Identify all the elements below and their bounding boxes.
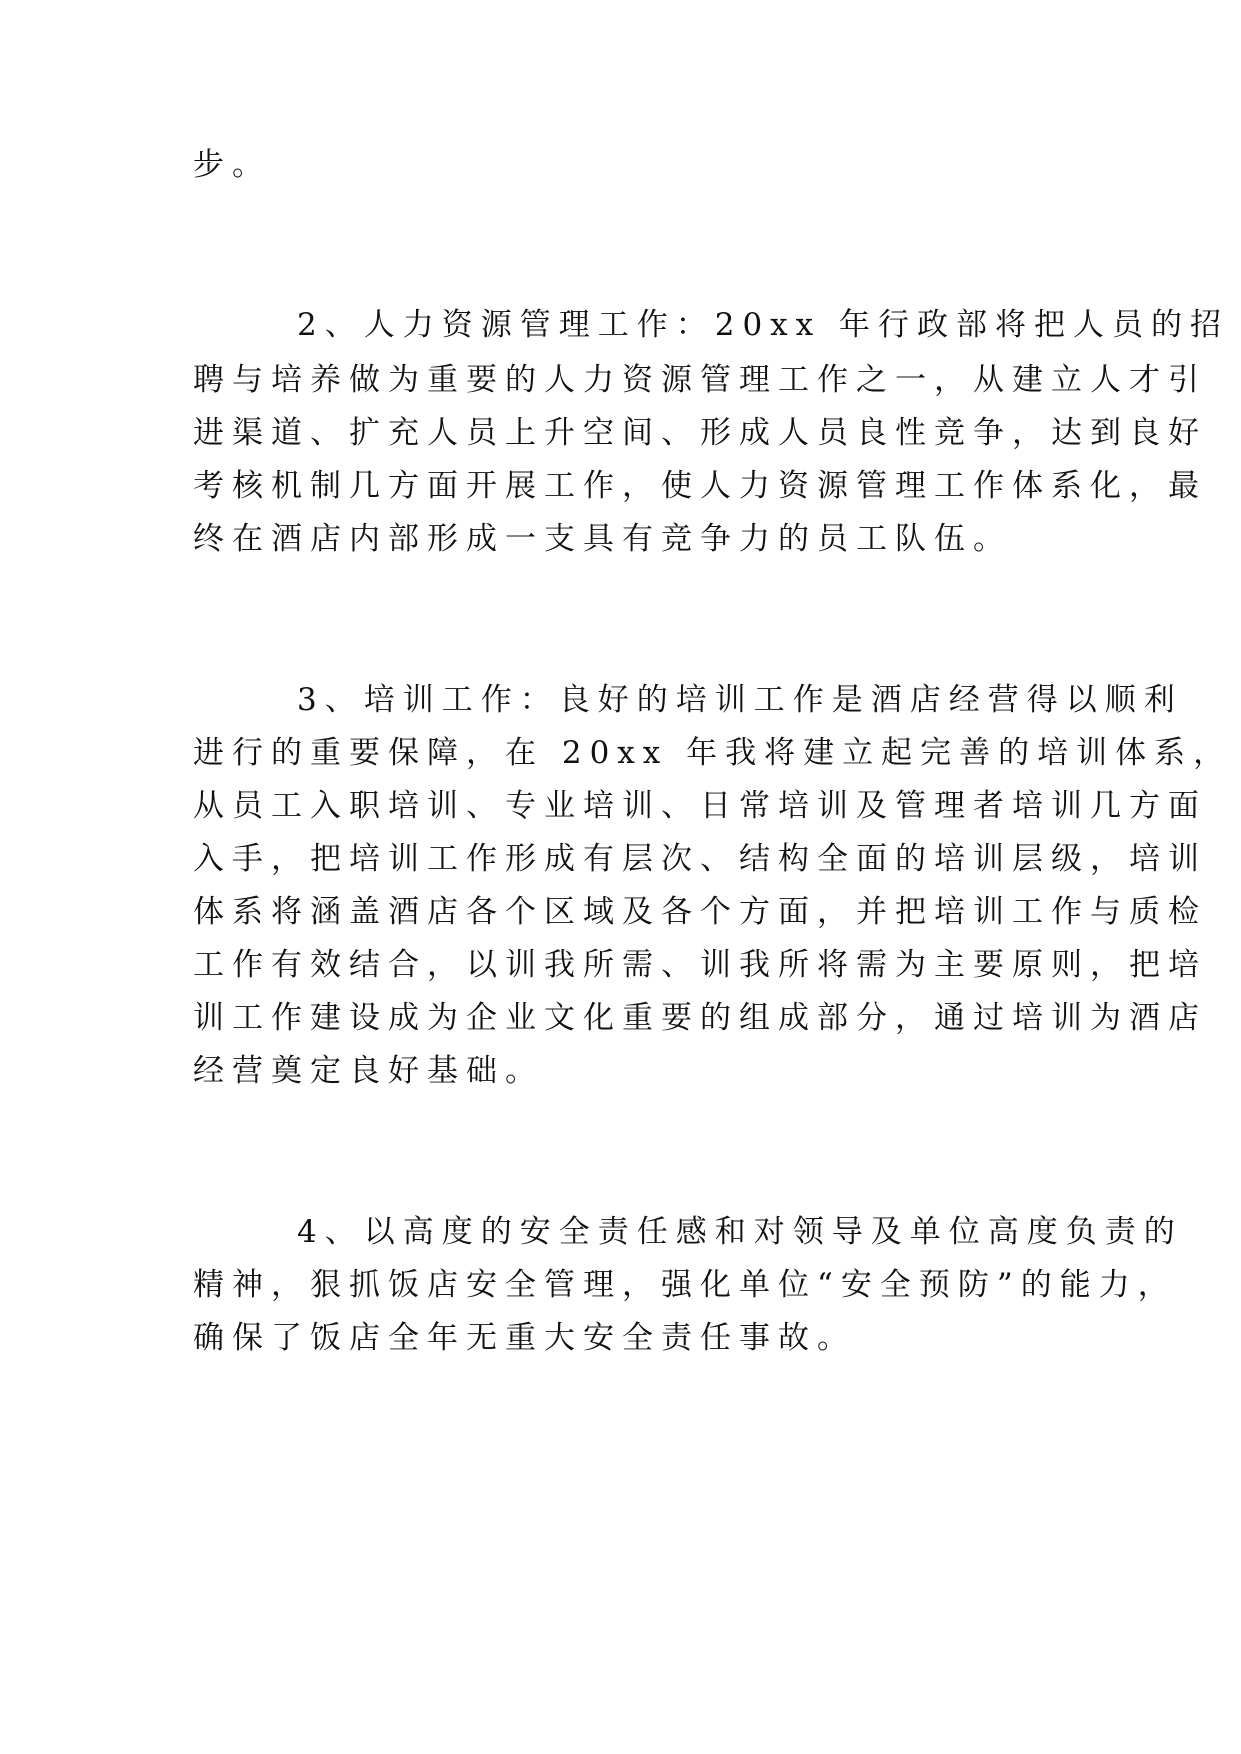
text-line: 考核机制几方面开展工作，使人力资源管理工作体系化，最: [193, 468, 1207, 504]
text-line: 进渠道、扩充人员上升空间、形成人员良性竞争，达到良好: [193, 415, 1207, 451]
text-line: 入手，把培训工作形成有层次、结构全面的培训层级，培训: [193, 841, 1207, 877]
text-line: 步。: [193, 147, 271, 183]
text-line: 从员工入职培训、专业培训、日常培训及管理者培训几方面: [193, 788, 1207, 824]
text-line: 体系将涵盖酒店各个区域及各个方面，并把培训工作与质检: [193, 894, 1207, 930]
text-line: 训工作建设成为企业文化重要的组成部分，通过培训为酒店: [193, 1000, 1207, 1036]
paragraph-3-first-line: 3、培训工作：良好的培训工作是酒店经营得以顺利: [297, 682, 1183, 718]
text-line: 工作有效结合，以训我所需、训我所将需为主要原则，把培: [193, 947, 1207, 983]
text-line: 终在酒店内部形成一支具有竞争力的员工队伍。: [193, 521, 1012, 557]
text-line: 进行的重要保障，在 20xx 年我将建立起完善的培训体系，: [193, 735, 1233, 771]
text-line: 聘与培养做为重要的人力资源管理工作之一，从建立人才引: [193, 362, 1207, 398]
paragraph-2-first-line: 2、人力资源管理工作：20xx 年行政部将把人员的招: [297, 307, 1229, 343]
text-line: 经营奠定良好基础。: [193, 1053, 544, 1089]
text-line: 确保了饭店全年无重大安全责任事故。: [193, 1320, 856, 1356]
text-line: 精神，狠抓饭店安全管理，强化单位“安全预防”的能力，: [193, 1267, 1177, 1303]
paragraph-4-first-line: 4、以高度的安全责任感和对领导及单位高度负责的: [297, 1214, 1183, 1250]
